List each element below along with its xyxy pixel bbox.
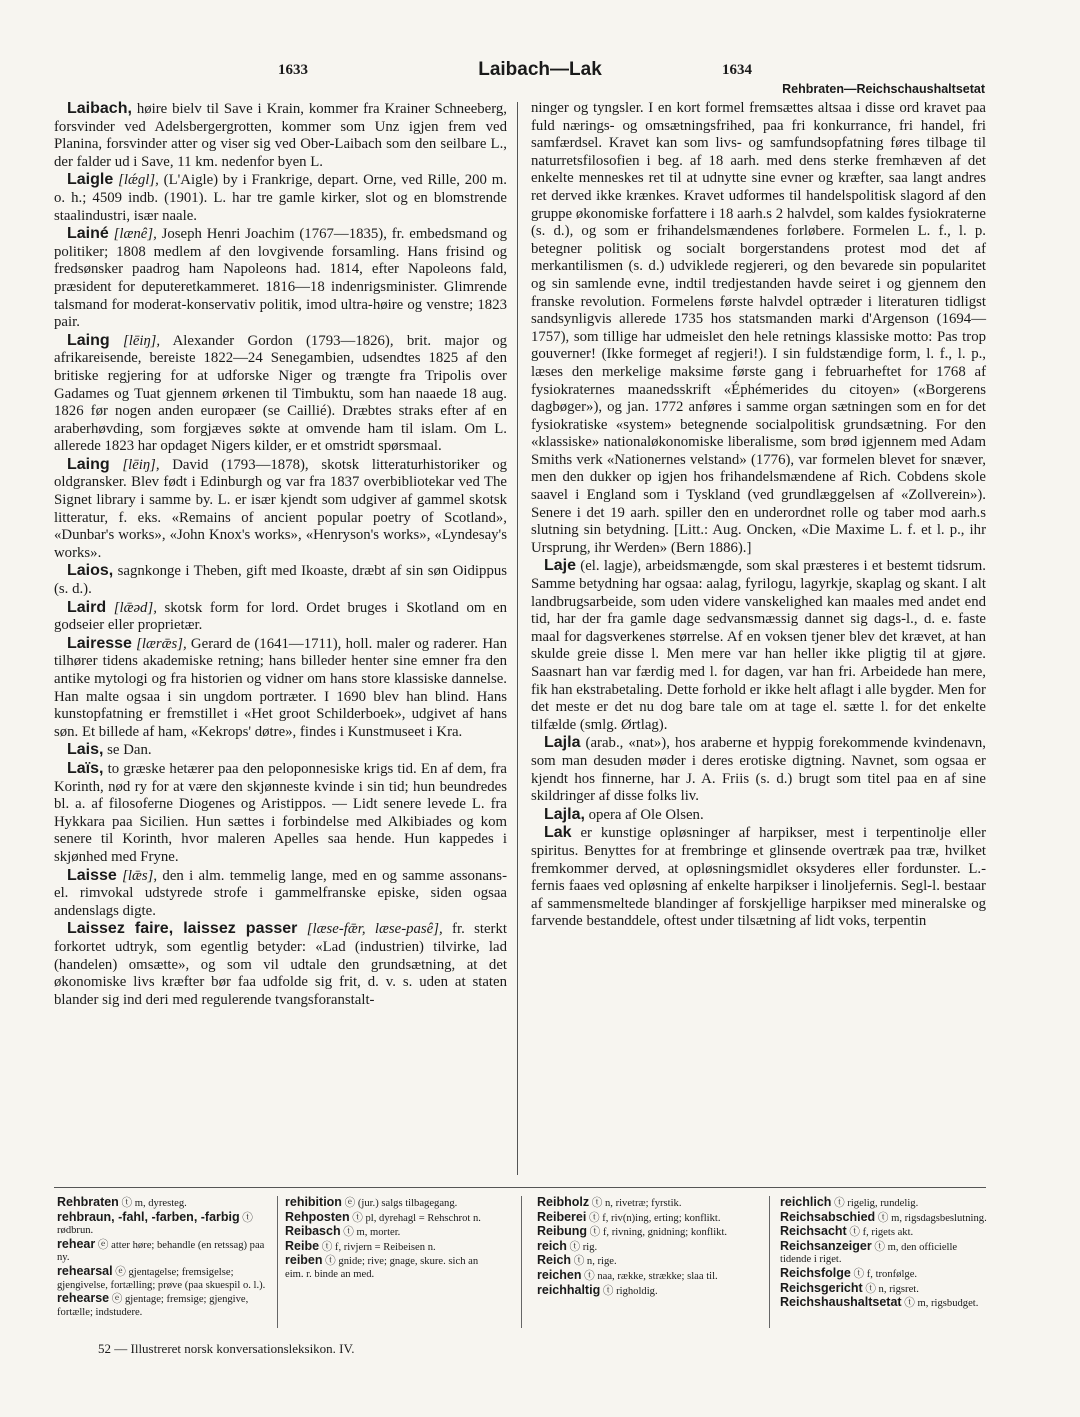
glossary-word: rehear [57,1236,96,1251]
glossary-word: Reich [537,1253,572,1268]
entry-pronunciation: [lēiŋ], [122,332,161,349]
glossary-word: Reibe [285,1238,320,1253]
entry-pronunciation: [lænê], [113,226,157,243]
glossary-word: Reibasch [285,1224,341,1239]
glossary-entry [537,1196,747,1211]
dictionary-entry [531,824,986,931]
entry-headword: Laird [67,598,107,616]
glossary-definition: ⓣ naa, række, strække; slaa til. [581,1270,718,1282]
glossary-entry [537,1284,747,1299]
glossary-entry [780,1211,990,1226]
glossary-definition: ⓣ rigelig, rundelig. [831,1198,919,1209]
glossary-definition: ⓣ m, rigsdagsbeslutning. [875,1212,987,1224]
entry-headword: Laissez faire, laissez passer [67,920,298,938]
glossary-word: reichhaltig [537,1282,601,1297]
entry-headword: Lairesse [67,634,132,652]
entry-text: to græske hetærer paa den peloponnesiske krigs tid. En af dem, fra Korinth, nød ry for at være den skjønneste kvinde i sin tid; hun beundredes bl. a. af filosoferne Diogenes og Aristippos. — Lidt senere levede L. fra Hykkara paa Sicilien. Hun sættes i forbindelse med Alkibiades og kom senere til Korinth, hvor maleren Apelles saa hende. Hun kappedes i skjønhed med Fryne. [54,760,507,865]
entry-headword: Lajla [544,734,581,752]
glossary-separator [769,1196,770,1328]
entry-headword: Laibach, [67,100,132,117]
glossary-entry [57,1265,267,1292]
entry-headword: Lajla, [544,805,585,823]
glossary-entry [537,1211,747,1226]
glossary-word: Reibung [537,1224,587,1239]
glossary-entry [780,1267,990,1282]
glossary-definition: ⓣ m, morter. [340,1227,401,1239]
entry-text: Gerard de (1641—1711), holl. maler og raderer. Han tilhører tidens akademiske retning; hans billeder henter sine emner fra den antike mytologi og fra historien og vidner om hans store klassiske dannelse. Han malte ogsaa i sin ungdom portræter. I 1690 blev han blind. Hans kunstopfatning er fremstillet i «Het groot Schilderboek», udgivet af hans søn. Et billede af ham, «Kekrops' døtre», findes i Kunstmuseet i Kra. [54,635,507,740]
dictionary-entry [54,635,507,742]
dictionary-entry [54,225,507,332]
left-column [54,100,507,1009]
glossary-word: Reichsgericht [780,1280,863,1295]
glossary-column-4 [780,1196,990,1311]
glossary-definition: ⓣ f, rivjern = Reibeisen n. [319,1241,436,1253]
entry-text: høire bielv til Save i Krain, kommer fra Krainer Schneeberg, forsvinder ved Adelsbergergrotten, kommer som Unz igjen frem ved Planina, forsvinder atter og viser sig ved Ober-Laibach som den seilbare L., der falder ud i Save, 11 km. nedenfor byen L. [54,101,507,170]
glossary-definition: ⓣ rødbrun. [57,1212,253,1237]
glossary-definition: ⓣ n, rige. [571,1256,617,1268]
glossary-word: Reichsanzeiger [780,1238,872,1253]
dictionary-entry [54,171,507,225]
dictionary-entry [531,806,986,825]
glossary-entry [285,1254,495,1281]
glossary-word: Reichsfolge [780,1265,851,1280]
right-column [531,100,986,931]
dictionary-entry [531,734,986,805]
glossary-definition: ⓔ atter høre; behandle (en retssag) paa ny. [57,1239,265,1264]
entry-headword: Laje [544,557,577,575]
glossary-word: Rehbraten [57,1195,119,1209]
glossary-column-1 [57,1196,267,1319]
glossary-definition: ⓣ rig. [566,1241,598,1253]
glossary-entry [285,1211,495,1226]
glossary-definition: ⓔ gjentagelse; fremsigelse; gjengivelse, fortælling; prøve (paa skuespil o. l.). [57,1266,266,1291]
glossary-entry [537,1240,747,1255]
glossary-word: rehbraun, -fahl, -farben, -farbig [57,1209,240,1224]
entry-pronunciation: [lǣəd], [113,599,157,616]
dictionary-entry [54,599,507,635]
glossary-separator [521,1196,522,1328]
glossary-separator [277,1196,278,1328]
entry-text: opera af Ole Olsen. [584,806,704,823]
glossary-definition: ⓣ f, rivning, gnidning; konflikt. [587,1227,728,1239]
glossary-word: rehibition [285,1195,342,1209]
entry-pronunciation: [lǣs], [122,867,158,884]
dictionary-entry [54,332,507,456]
glossary-entry [57,1196,267,1211]
glossary-word: reiben [285,1253,323,1268]
right-page-number: 1634 [722,62,752,78]
glossary-range: Rehbraten—Reichschaushaltsetat [782,82,985,96]
glossary-entry [57,1292,267,1319]
glossary-definition: ⓔ (jur.) salgs tilbagegang. [341,1198,458,1209]
glossary-word: Reichsabschied [780,1209,876,1224]
glossary-word: Rehposten [285,1209,350,1224]
left-page-number: 1633 [278,62,308,78]
entry-headword: Laing [67,455,110,473]
glossary-entry [537,1254,747,1269]
entry-text: ninger og tyngsler. I en kort formel fremsættes altsaa i disse ord kravet paa fuld nærings- og omsætningsfrihed, paa fri konkurrance, fri handel, fri samfærdsel. Kravet kan som livs- og samfundsopfatning føres tilbage til naturretsfilosofien i beg. af 18 aarh. med dens sterke fremhæven af det enkelte menneskes ret til at udnytte sine evner og kræfter, saa langt andres ret derved ikke krænkes. Kravet udformes til handelspolitisk slagord af den gruppe økonomiske forfattere i 18 aarh.s 2 halvdel, som kaldes fysiokraterne (s. d.), og som er frihandelsmændenes forløbere. Formelen L. f., l. p. betegner politisk og socialt borgerstandens protest mod det af merkantilismen (s. d.) udviklede regjereri, og den bevarede sin popularitet og sin samlende evne, indtil tredjestanden havde seiret i og gjennem den franske revolution. Formelens første halvdel optræder i literaturen tidligst sandsynligvis allerede 1735 hos statsmanden marki d'Argenson (1694—1757), som tillige har udmeislet den hele retnings klassiske motto: Pas trop gouverner! (Ikke formeget af regjeri!). I sin fuldstændige form, l. f., l. p., læses den merkelige maksime første gang i februarheftet for 1768 af fysiokraternes maanedsskrift «Éphémerides du citoyen» («Borgerens dagbøger»), og jan. 1772 anføres i samme organ sætningen som en for det fysiokratiske «system» betegnende socialpolitisk grundsætning. For den «klassiske» nationaløkonomiske liberalisme, som brød igjennem med Adam Smiths verk «Nationernes velstand» (1776), var formelen blevet for snæver, men den dukker op igjen hos frihandelsmændene af Rich. Cobdens skole saavel i England som i Tyskland (ved grundlæggelsen af «Zollverein»). Senere i det 19 aarh. spiller den en underordnet rolle og taber mod aarh.s slutning sin betydning. [Litt.: Aug. Oncken, «Die Maxime L. f. et l. p., ihr Ursprung, ihr Werden» (Bern 1886).] [531,100,986,556]
glossary-divider [54,1187,986,1188]
glossary-definition: ⓣ righoldig. [600,1285,658,1297]
entry-headword: Laios, [67,562,114,580]
entry-text: (L'Aigle) by i Frankrige, depart. Orne, ved Rille, 200 m. o. h.; 4509 indb. (1901). L. har tre gamle kirker, slot og en blomstrende staalindustri, især naale. [54,172,508,224]
dictionary-entry [54,920,507,1009]
glossary-word: Reiberei [537,1209,587,1224]
entry-headword: Laïs, [67,759,104,777]
entry-text: sagnkonge i Theben, gift med Ikoaste, dræbt af sin søn Oidippus (s. d.). [54,563,507,598]
glossary-word: reichen [537,1267,582,1282]
entry-text: skotsk form for lord. Ordet bruges i Skotland om en godseier eller proprietær. [54,599,508,634]
glossary-definition: ⓣ m, rigsbudget. [901,1298,979,1310]
glossary-column-3 [537,1196,747,1298]
glossary-entry [537,1269,747,1284]
entry-text: den i alm. temmelig lange, med en og samme assonans- el. rimvokal udstyrede strofe i gammelfranske episke, siden ogsaa andenslags digte. [54,867,507,919]
glossary-definition: ⓣ n, rivetræ; fyrstik. [589,1198,682,1209]
dictionary-entry [531,557,986,734]
glossary-entry [285,1196,495,1211]
entry-headword: Laing [67,331,110,349]
dictionary-entry [54,562,507,598]
glossary-word: rehearsal [57,1263,113,1278]
entry-pronunciation: [lēiŋ], [122,456,160,473]
dictionary-entry [531,100,986,557]
glossary-definition: ⓣ n, rigsret. [862,1283,919,1295]
column-divider [517,102,518,1175]
glossary-entry [780,1282,990,1297]
entry-headword: Laigle [67,171,114,189]
glossary-word: reichlich [780,1195,832,1209]
glossary-entry [57,1238,267,1265]
glossary-entry [285,1225,495,1240]
glossary-entry [780,1225,990,1240]
dictionary-entry [54,760,507,867]
glossary-word: rehearse [57,1291,110,1306]
entry-headword: Lais, [67,741,104,759]
glossary-definition: ⓣ pl, dyrehagl = Rehschrot n. [349,1212,481,1224]
entry-pronunciation: [læse-fǣr, læse-pasê], [306,921,443,938]
entry-text: er kunstige opløsninger af harpikser, mest i terpentinolje eller spiritus. Benyttes for at frembringe et glinsende overtræk paa træ, hvilket fremkommer derved, at opløsningsmidlet oksyderes eller fordunster. L.-fernis faaes ved opløsning af enkelte harpikser i linoljefernis. Segl-l. bestaar af sammensmeltede blandinger af forskjellige harpikser med mineralske og farvende bestanddele, oftest under tilsætning af lidt voks, terpentin [531,825,986,930]
entry-text: Alexander Gordon (1793—1826), brit. major og afrikareisende, bereiste 1822—24 Senegambien, udsendtes 1825 af den britiske regjering for at udforske Niger og trængte fra Tripolis over Gadames og Tuat gjennem ørkenen til Timbuktu, som han naaede 18 aug. 1826 før nogen anden europæer (se Caillié). Dræbtes straks efter af en araberhøvding, som forgjæves søkte at omvende ham til islam. Om L. allerede 1823 har opdaget Nigers kilder, er et omstridt spørsmaal. [54,332,507,455]
dictionary-entry [54,456,507,563]
entry-text: Joseph Henri Joachim (1767—1835), fr. embedsmand og politiker; 1808 medlem af den lovgivende forsamling. Hans frisind og fredsønsker paadrog ham Napoleons had. 1814, efter Napoleons fald, præsident for deputeretkammeret. 1816—18 indenrigsminister. Glimrende talsmand for moderat-konservativ politik, imod ultra-høire og venstre; 1823 pair. [54,226,507,331]
glossary-definition: ⓣ f, rigets akt. [846,1227,914,1239]
glossary-entry [780,1196,990,1211]
entry-headword: Lak [544,824,572,842]
page-title: Laibach—Lak [478,59,602,80]
glossary-entry [57,1211,267,1238]
glossary-word: Reibholz [537,1195,590,1209]
glossary-definition: ⓣ m, den officielle tidende i riget. [780,1241,958,1266]
glossary-entry [780,1240,990,1267]
entry-headword: Lainé [67,225,109,243]
entry-text: (arab., «nat»), hos araberne et hyppig forekommende kvindenavn, som man desuden møder i deres erotiske digtning. Navnet, som ogsaa er kjendt hos finnerne, har J. A. Friis (s. d.) brugt som titel paa en af sine skildringer af disse folks liv. [531,735,986,805]
glossary-column-2 [285,1196,495,1282]
page-footer: 52 — Illustreret norsk konversationsleksikon. IV. [98,1341,355,1356]
glossary-entry [780,1296,990,1311]
entry-text: fr. sterkt forkortet udtryk, som egentlig betyder: «Lad (industrien) tilvirke, lad (handelen) omsætte», og som vil udtale den grundsætning, at det økonomiske livs kræfter bør faa udfolde sig frit, d. v. s. uden at staten blander sig ind deri med regulerende tvangsforanstalt- [54,921,507,1008]
entry-text: David (1793—1878), skotsk litteraturhistoriker og oldgransker. Blev født i Edinburgh og var fra 1837 overbibliotekar ved The Signet library i samme by. L. er især kjendt som udgiver af gammel skotsk litteratur, f. eks. «Remains of ancient popular poetry of Scotland», «Dunbar's works», «John Knox's works», «Henryson's works», «Lyndesay's works». [54,456,507,561]
glossary-definition: ⓣ f, tronfølge. [850,1268,918,1280]
glossary-entry [285,1240,495,1255]
dictionary-entry [54,867,507,921]
glossary-definition: ⓣ gnide; rive; gnage, skure. sich an eim. r. binde an med. [285,1256,479,1280]
glossary-definition: ⓔ gjentage; fremsige; gjengive, fortælle; indstudere. [57,1294,249,1318]
entry-text: (el. lagje), arbeidsmængde, som skal præsteres i et bestemt tidsrum. Samme betydning har ogsaa: aalag, fyrilogu, lagyrkje, skaplag og skant. I alt landbrugsarbeide, som uden videre vanskelighed kan maales med andet end tid, har der fra gamle dage sedvansmæssig dannet sig dags-l., d. e. faste maal for dagsverkenes størrelse. Af en voksen tjener blev det krævet, at han skulde greie disse l. Men mere var han heller ikke pligtig til at gjøre. Saasnart han var færdig med l. for dagen, var han fri. Arbeidede han mere, fik han ekstrabetaling. Dette forhold er ikke helt aflagt i alle bygder. Men for det meste er det nu dog bare tale om at tage el. sætte l. for det enkelte tilfælde (smlg. Ørtlag). [531,558,986,733]
entry-headword: Laisse [67,866,117,884]
glossary-definition: ⓣ m, dyresteg. [118,1198,187,1209]
entry-pronunciation: [lǽgl], [118,172,159,189]
glossary-word: Reichshaushaltsetat [780,1295,902,1310]
dictionary-entry [54,741,507,760]
entry-text: se Dan. [103,742,152,759]
glossary-entry [537,1225,747,1240]
dictionary-entry [54,100,507,171]
glossary-word: reich [537,1238,567,1253]
glossary-definition: ⓣ f, riv(n)ing, erting; konflikt. [586,1212,721,1224]
glossary-word: Reichsacht [780,1224,847,1239]
entry-pronunciation: [lærǣs], [136,635,187,652]
